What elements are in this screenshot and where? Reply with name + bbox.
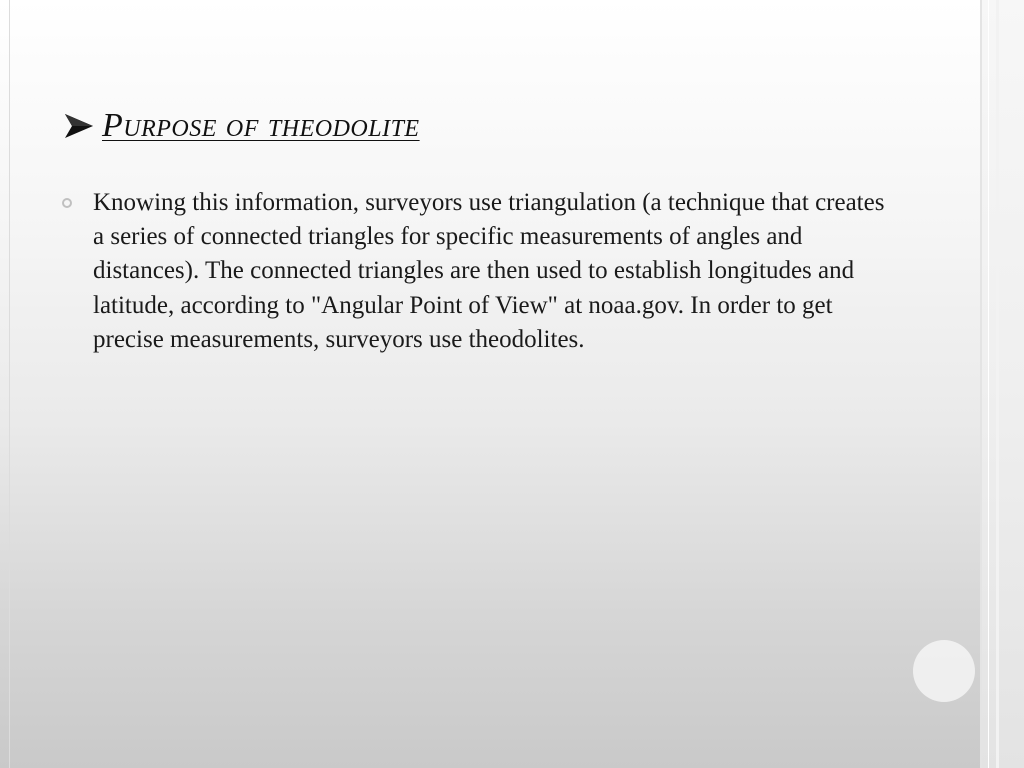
right-border-line <box>980 0 982 768</box>
bullet-text: Knowing this information, surveyors use triangulation (a technique that creates a series of connected triangles for specific measurements of angles and distances). The connected triangles are then used to establish longitudes and latitude, according to "Angular Point of View" at noaa.gov. In order to get precise measurements, surveyors use theodolites. <box>93 189 885 353</box>
right-border-line <box>988 0 989 768</box>
circle-bullet-icon <box>62 198 72 208</box>
right-decorative-band <box>980 0 1024 768</box>
decorative-circle <box>913 640 975 702</box>
right-border-line <box>996 0 999 768</box>
left-border-line <box>9 0 10 768</box>
slide-title-row <box>62 104 420 148</box>
arrow-bullet-icon <box>62 109 96 143</box>
slide-title: Purpose of theodolite <box>102 107 420 144</box>
